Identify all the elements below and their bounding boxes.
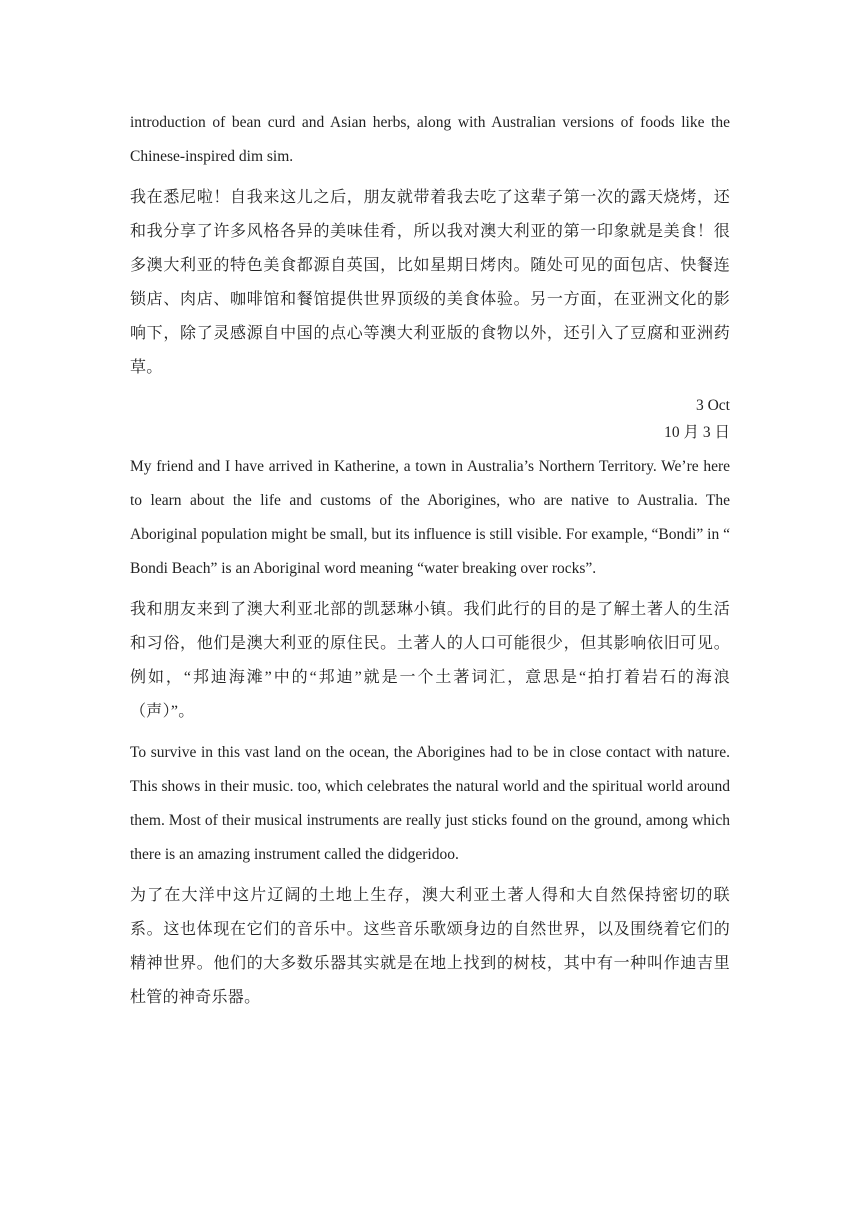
paragraph-en-3: To survive in this vast land on the ocean, the Aborigines had to be in close contact with nature. This shows in their music. too, which celebrates the natural world and the spiritual world around them. Most of their musical instruments are really just sticks found on the ground, among which there is an amazing instrument called the didgeridoo. [130, 744, 730, 863]
date-zh: 10 月 3 日 [664, 424, 730, 441]
paragraph-zh-3: 为了在大洋中这片辽阔的土地上生存，澳大利亚土著人得和大自然保持密切的联系。这也体现在它们的音乐中。这些音乐歌颂身边的自然世界，以及围绕着它们的精神世界。他们的大多数乐器其实就是在地上找到的树枝，其中有一种叫作迪吉里杜管的神奇乐器。 [130, 887, 730, 1006]
paragraph-zh-2: 我和朋友来到了澳大利亚北部的凯瑟琳小镇。我们此行的目的是了解土著人的生活和习俗，他们是澳大利亚的原住民。土著人的人口可能很少，但其影响依旧可见。例如，“邦迪海滩”中的“邦迪”就是一个土著词汇，意思是“拍打着岩石的海浪（声）”。 [130, 601, 730, 720]
date-entry [130, 392, 730, 446]
date-en: 3 Oct [695, 397, 730, 414]
document-page [130, 106, 730, 1022]
paragraph-zh-1: 我在悉尼啦！自我来这儿之后，朋友就带着我去吃了这辈子第一次的露天烧烤，还和我分享了许多风格各异的美味佳肴，所以我对澳大利亚的第一印象就是美食！很多澳大利亚的特色美食都源自英国，比如星期日烤肉。随处可见的面包店、快餐连锁店、肉店、咖啡馆和餐馆提供世界顶级的美食体验。另一方面，在亚洲文化的影响下，除了灵感源自中国的点心等澳大利亚版的食物以外，还引入了豆腐和亚洲药草。 [130, 189, 730, 376]
paragraph-en-1: introduction of bean curd and Asian herbs, along with Australian versions of foods like the Chinese-inspired dim sim. [130, 114, 730, 165]
paragraph-en-2: My friend and I have arrived in Katherine, a town in Australia’s Northern Territory. We’re here to learn about the life and customs of the Aborigines, who are native to Australia. The Aboriginal population might be small, but its influence is still visible. For example, “Bondi” in “ Bondi Beach” is an Aboriginal word meaning “water breaking over rocks”. [130, 458, 730, 577]
